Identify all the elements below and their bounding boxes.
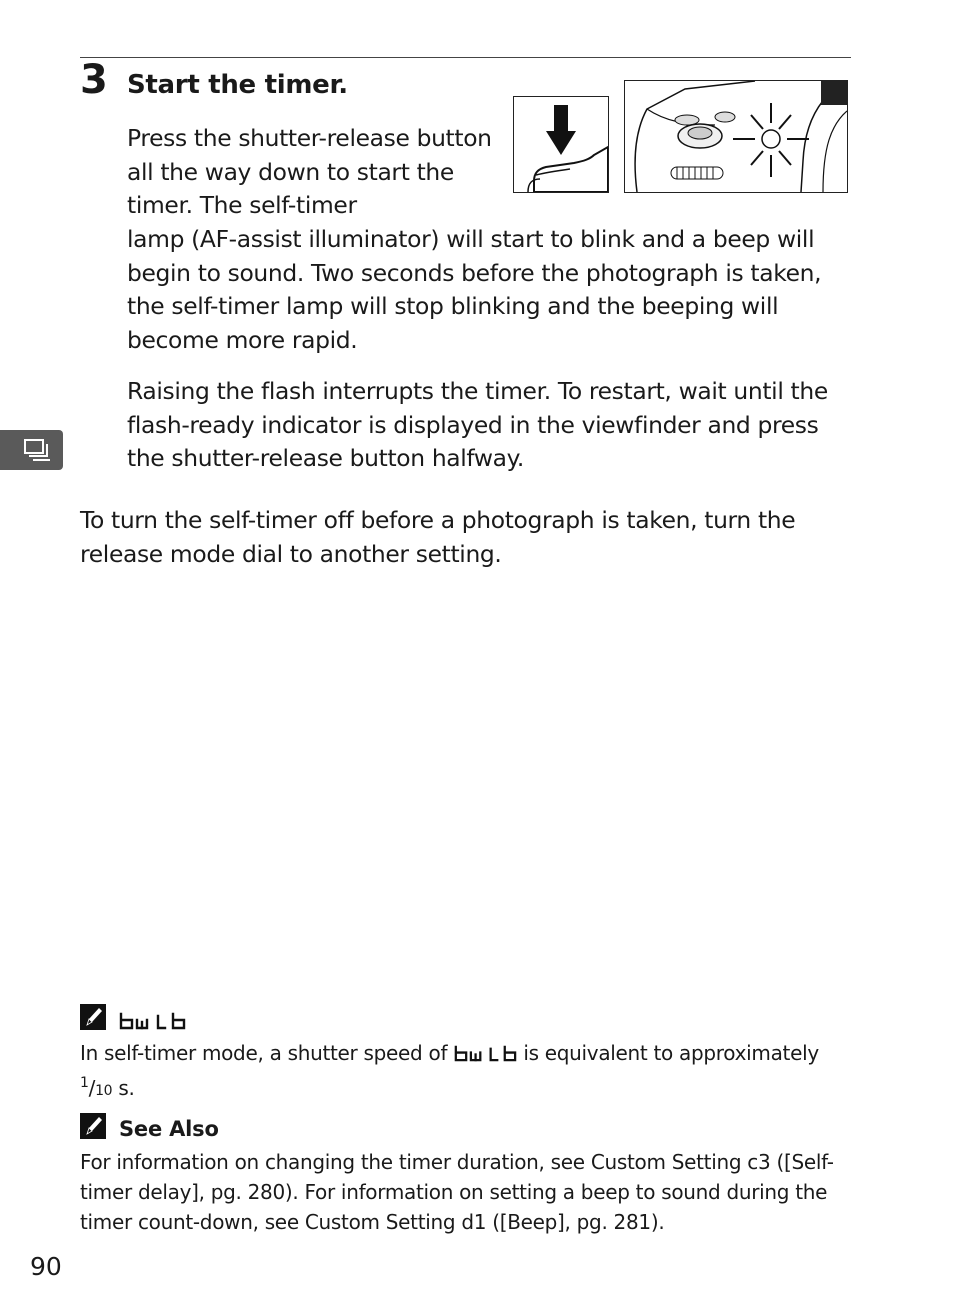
bulb-note-body: In self-timer mode, a shutter speed of is equivalent to approximately $^1$/10 s. [80,1041,819,1100]
page-number: 90 [30,1252,62,1281]
bulb-lcd-inline [453,1044,517,1063]
pencil-note-icon [80,1113,106,1139]
step-number: 3 [80,57,108,103]
step-paragraph-wrap: Press the shutter-release button all the way down to start the timer. The self-timer [127,124,492,220]
release-mode-icon [23,438,51,462]
step-title: Start the timer. [127,70,348,100]
flash-interrupt-paragraph: Raising the flash interrupts the timer. To restart, wait until the flash-ready indicator is displayed in the viewfinder and press the shutter-release button halfway. [127,377,828,473]
camera-top-self-timer-lamp-illustration [624,80,848,193]
top-rule [80,57,851,58]
bulb-note-text-after: is equivalent to approximately [523,1041,819,1065]
bulb-lcd-title [118,1011,186,1031]
fraction-denominator: 10 [95,1083,113,1099]
finger-press-shutter-illustration [513,96,609,193]
step-paragraph-rest: lamp (AF-assist illuminator) will start to blink and a beep will begin to sound. Two seconds before the photograph is taken, the self-timer lamp will stop blinking and the beeping will become more rapid. [127,225,822,355]
fraction-unit: s. [118,1076,135,1100]
turn-off-paragraph: To turn the self-timer off before a photograph is taken, turn the release mode dial to another setting. [80,506,796,568]
bulb-note-text-before: In self-timer mode, a shutter speed of [80,1041,448,1065]
see-also-title: See Also [119,1117,219,1141]
see-also-body: For information on changing the timer duration, see Custom Setting c3 ([Self-timer delay], pg. 280). For information on setting a beep to sound during the timer count-down, see Custom Setting d1 ([Beep], pg. 281). [80,1150,834,1234]
fraction-numerator: 1 [80,1075,89,1091]
pencil-note-icon [80,1004,106,1030]
chapter-side-tab [0,430,63,470]
